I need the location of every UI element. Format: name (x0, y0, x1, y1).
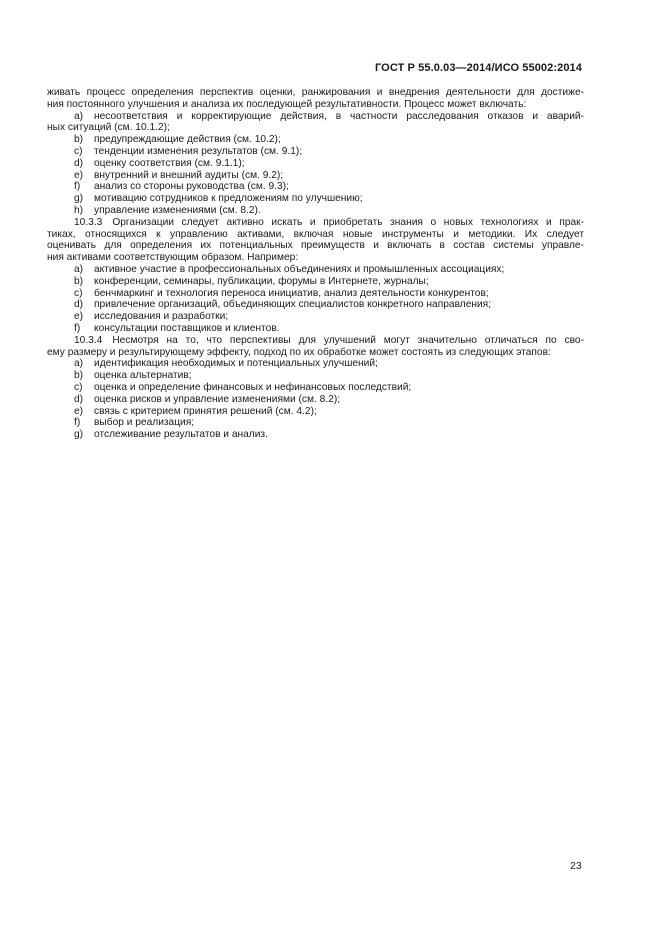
list-item (47, 288, 584, 300)
list-item (47, 429, 584, 441)
list-item (47, 193, 584, 205)
list-item-continuation: ных ситуаций (см. 10.1.2); (47, 122, 170, 134)
list-item-letter: g) (74, 193, 84, 205)
section-number: 10.3.3 (74, 216, 103, 228)
page-number: 23 (570, 860, 582, 872)
continuation-line-1: живать процесс определения перспектив оценки, ранжирования и внедрения деятельности для достиже- (47, 87, 584, 98)
list-item (47, 394, 584, 406)
list-item-letter: d) (74, 393, 84, 405)
list-item-text: активное участие в профессиональных объединениях и промышленных ассоциациях; (94, 263, 505, 275)
list-item-letter: e) (74, 405, 84, 417)
paragraph-line: ния активами соответствующим образом. Например: (47, 252, 299, 264)
paragraph-text: Несмотря на то, что перспективы для улучшений могут значительно отличаться по сво- (112, 334, 584, 346)
list-item-text: оценку соответствия (см. 9.1.1); (94, 157, 245, 169)
list-item-text: оценка рисков и управление изменениями (см. 8.2); (94, 393, 341, 405)
list-item-letter: a) (74, 358, 84, 370)
list-item-letter: e) (74, 169, 84, 181)
list-item (47, 181, 584, 193)
list-item-letter: a) (74, 263, 84, 275)
list-item (47, 382, 584, 394)
list-item-letter: b) (74, 134, 84, 146)
paragraph-text: Организации следует активно искать и приобретать знания о новых технологиях и прак- (112, 216, 584, 228)
list-item-letter: d) (74, 157, 84, 169)
list-item (47, 134, 584, 146)
list-item-letter: h) (74, 204, 84, 216)
list-item-text: исследования и разработки; (94, 311, 229, 323)
list-item-text: связь с критерием принятия решений (см. 4.2); (94, 405, 317, 417)
list-item (47, 323, 584, 335)
list-item-text: выбор и реализация; (94, 417, 195, 429)
list-item-text: консультации поставщиков и клиентов. (94, 322, 280, 334)
list-item-text: внутренний и внешний аудиты (см. 9.2); (94, 169, 284, 181)
paragraph-first-line (47, 217, 584, 229)
list-item-letter: e) (74, 311, 84, 323)
list-item (47, 276, 584, 288)
list-item-letter: d) (74, 299, 84, 311)
list-item-text: оценка и определение финансовых и нефинансовых последствий; (94, 381, 412, 393)
improvement-stages-list (47, 358, 584, 441)
paragraph-10-3-3 (47, 217, 584, 264)
section-number: 10.3.4 (74, 334, 103, 346)
list-item-letter: a) (74, 110, 84, 122)
list-item-text: анализ со стороны руководства (см. 9.3); (94, 181, 289, 193)
list-item-text: управление изменениями (см. 8.2). (94, 204, 261, 216)
list-item (47, 146, 584, 158)
knowledge-sources-list (47, 264, 584, 335)
list-item (47, 417, 584, 429)
improvement-sources-list (47, 111, 584, 217)
list-item-letter: c) (74, 145, 83, 157)
list-item-letter: c) (74, 381, 83, 393)
list-item (47, 264, 584, 276)
paragraph-line: тиках, относящихся к управлению активами, включая новые инструменты и методики. Их следует (47, 228, 584, 240)
paragraph-first-line (47, 335, 584, 347)
document-code-header: ГОСТ Р 55.0.03—2014/ИСО 55002:2014 (374, 62, 582, 74)
list-item (47, 370, 584, 382)
paragraph-line: оценивать для определения их потенциальных преимуществ и включать в состав системы управле- (47, 240, 584, 252)
list-item (47, 406, 584, 418)
list-item-text: мотивацию сотрудников к предложениям по улучшению; (94, 193, 363, 205)
list-item-letter: f) (74, 181, 81, 193)
list-item-text: бенчмаркинг и технология переноса инициатив, анализ деятельности конкурентов; (94, 287, 489, 299)
list-item (47, 158, 584, 170)
list-item (47, 205, 584, 217)
list-item (47, 170, 584, 182)
list-item-text: идентификация необходимых и потенциальных улучшений; (94, 358, 378, 370)
list-item (47, 299, 584, 311)
list-item (47, 111, 584, 123)
list-item-letter: b) (74, 370, 84, 382)
list-item-text: несоответствия и корректирующие действия, в частности расследования отказов и аварий- (94, 110, 584, 122)
page-body (47, 87, 584, 441)
paragraph-10-3-4 (47, 335, 584, 359)
list-item-text: конференции, семинары, публикации, форумы в Интернете, журналы; (94, 275, 429, 287)
list-item-text: тенденции изменения результатов (см. 9.1); (94, 145, 303, 157)
list-item-text: оценка альтернатив; (94, 370, 192, 382)
list-item (47, 311, 584, 323)
list-item-letter: c) (74, 287, 83, 299)
paragraph-line: ему размеру и результирующему эффекту, подход по их обработке может состоять из следующих этапов: (47, 346, 551, 358)
list-item-letter: g) (74, 429, 84, 441)
continuation-line-2: ния постоянного улучшения и анализа их последующей результативности. Процесс может включать: (47, 98, 527, 110)
list-item-letter: f) (74, 322, 81, 334)
list-item-letter: b) (74, 275, 84, 287)
list-item-letter: f) (74, 417, 81, 429)
list-item (47, 358, 584, 370)
list-item-text: предупреждающие действия (см. 10.2); (94, 134, 281, 146)
list-item-text: отслеживание результатов и анализ. (94, 429, 268, 441)
list-item-text: привлечение организаций, объединяющих специалистов конкретного направления; (94, 299, 492, 311)
